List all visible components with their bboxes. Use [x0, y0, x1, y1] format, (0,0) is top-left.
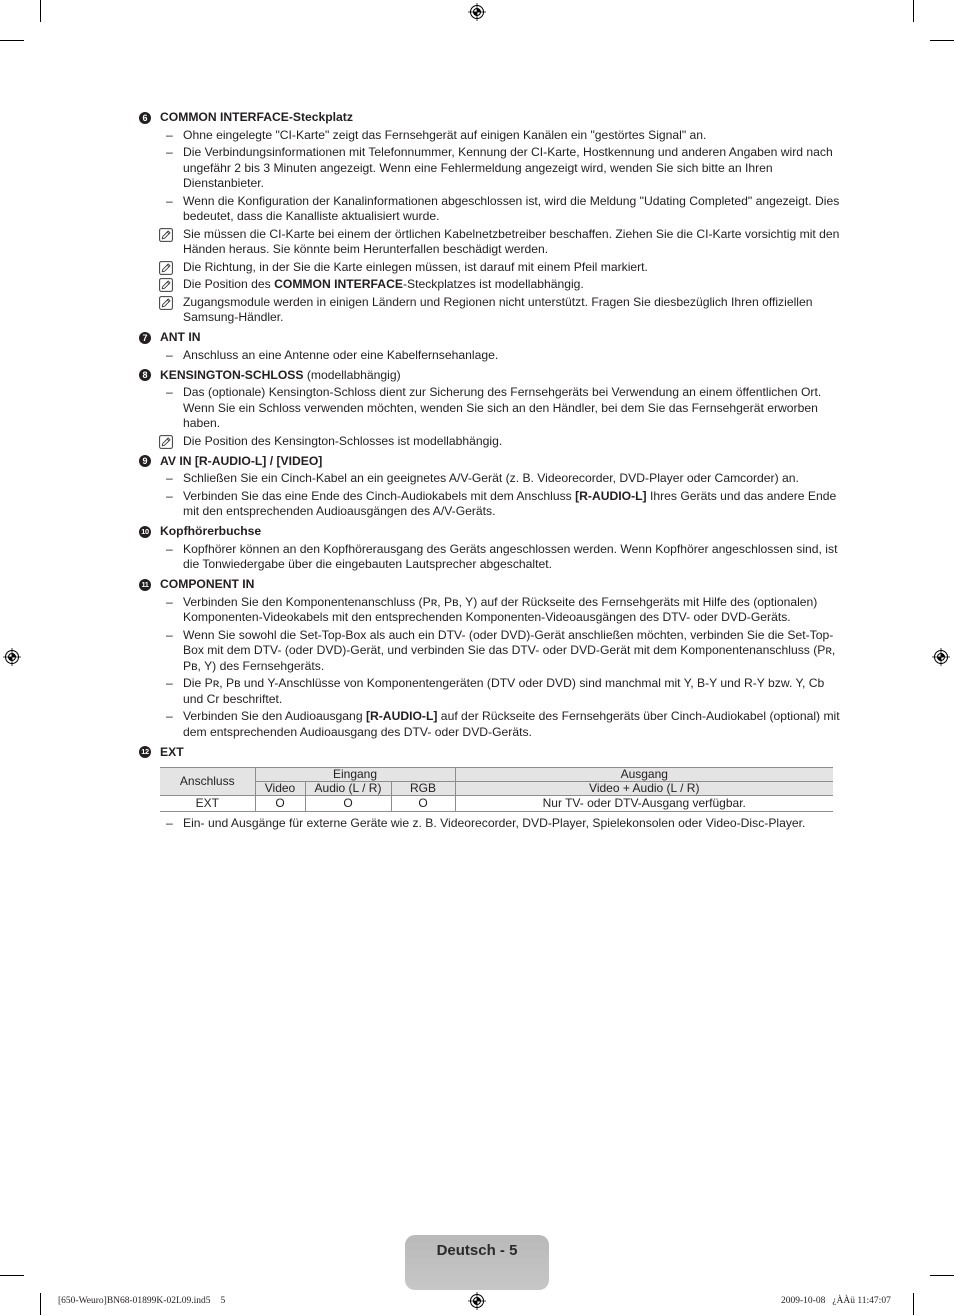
page-number-tab [405, 1235, 549, 1290]
slug-date: 2009-10-08 [781, 1296, 826, 1306]
table-header-row [160, 768, 833, 782]
section-number-badge: 6 [139, 112, 151, 124]
note-text: Sie müssen die CI-Karte bei einem der örtlichen Kabelnetzbetreiber beschaffen. Ziehen Sie die CI-Karte vorsichtig mit den Händen heraus. Sie könnte beim Herunterfallen beschädigt werden. [183, 226, 840, 256]
list-item [139, 628, 844, 675]
section-number-badge: 12 [139, 746, 151, 758]
note-text: Die Position des [183, 277, 275, 291]
dash-marker: – [166, 193, 173, 208]
slug-time: ¿ÀÀü 11:47:07 [832, 1296, 891, 1306]
section-heading [139, 745, 844, 761]
note-item [139, 295, 844, 326]
crop-mark [0, 1275, 24, 1276]
note-icon [159, 228, 173, 242]
item-text: Ein- und Ausgänge für externe Geräte wie z. B. Videorecorder, DVD-Player, Spielekonsolen oder Video-Disc-Player. [183, 816, 806, 830]
item-text: Wenn Sie sowohl die Set-Top-Box als auch ein DTV- (oder DVD)-Gerät anschließen möchten, verbinden Sie die Set-Top-Box mit dem DTV- (oder DVD)-Gerät, und verbinden Sie das DTV- oder DVD-Gerät mit dem Komponentenanschluss (Pʀ, Pʙ, Y) des Fernsehgeräts. [183, 627, 836, 673]
item-text-emphasis: [R-AUDIO-L] [575, 488, 647, 503]
note-text: Die Position des Kensington-Schlosses ist modellabhängig. [183, 433, 503, 448]
cell-ausgang: Nur TV- oder DTV-Ausgang verfügbar. [455, 796, 833, 812]
slug-file: [650-Weuro]BN68-01899K-02L09.ind5 [58, 1296, 211, 1306]
section-heading [139, 577, 844, 593]
item-text: Die Pʀ, Pʙ und Y-Anschlüsse von Komponentengeräten (DTV oder DVD) sind manchmal mit Y, B-Y und R-Y bzw. Y, Cb und Cr beschriftet. [183, 676, 825, 706]
page-label: Deutsch - 5 [436, 1242, 518, 1259]
note-item [139, 260, 844, 276]
section-title: COMMON INTERFACE-Steckplatz [160, 110, 353, 124]
section-title: AV IN [R-AUDIO-L] / [VIDEO] [160, 453, 323, 468]
section-title: Kopfhörerbuchse [160, 524, 262, 538]
section-title: EXT [160, 744, 184, 759]
section-title-suffix: (modellabhängig) [303, 367, 401, 382]
header-eingang: Eingang [255, 768, 455, 782]
list-item [139, 542, 844, 573]
section-title: COMPONENT IN [160, 577, 255, 591]
section-number-badge: 10 [139, 526, 151, 538]
dash-marker: – [166, 816, 173, 830]
dash-marker: – [166, 541, 173, 556]
item-text: Anschluss an eine Antenne oder eine Kabelfernsehanlage. [183, 347, 499, 362]
section-heading [139, 110, 844, 126]
dash-marker: – [166, 127, 173, 142]
note-icon [159, 435, 173, 449]
dash-marker: – [166, 385, 173, 399]
registration-mark-icon [468, 3, 486, 21]
crop-mark [40, 1293, 41, 1315]
section-heading [139, 368, 844, 384]
item-text: Ohne eingelegte "CI-Karte" zeigt das Fernsehgerät auf einigen Kanälen ein "gestörtes Signal" an. [183, 127, 707, 142]
connector-descriptions [139, 110, 844, 832]
list-item [139, 385, 844, 432]
note-text: Die Richtung, in der Sie die Karte einlegen müssen, ist darauf mit einem Pfeil markiert. [183, 259, 648, 274]
crop-mark [913, 1293, 914, 1315]
print-slug-left [58, 1295, 225, 1307]
list-item [139, 489, 844, 520]
dash-marker: – [166, 488, 173, 503]
print-slug-right [781, 1295, 891, 1307]
section-heading [139, 524, 844, 540]
list-item [139, 145, 844, 192]
note-item [139, 277, 844, 293]
note-text: Zugangsmodule werden in einigen Ländern und Regionen nicht unterstützt. Fragen Sie diesbezüglich Ihren offiziellen Samsung-Händler. [183, 294, 813, 324]
table-subheader-row [160, 782, 833, 796]
section-number-badge: 8 [139, 369, 151, 381]
list-item [139, 348, 844, 364]
section-number-badge: 11 [139, 579, 151, 591]
table-row [160, 796, 833, 812]
list-item [139, 676, 844, 707]
cell-video: O [255, 796, 305, 812]
section-heading [139, 454, 844, 470]
dash-marker: – [166, 709, 173, 723]
crop-mark [913, 0, 914, 22]
header-audio: Audio (L / R) [305, 782, 391, 796]
dash-marker: – [166, 594, 173, 609]
crop-mark [930, 1275, 954, 1276]
list-item [139, 194, 844, 225]
dash-marker: – [166, 627, 173, 642]
crop-mark [0, 40, 24, 41]
list-item [139, 471, 844, 487]
header-anschluss: Anschluss [160, 768, 255, 796]
item-text: Wenn die Konfiguration der Kanalinformationen abgeschlossen ist, wird die Meldung "Udating Completed" angezeigt. Dies bedeutet, dass die Kanalliste aktualisiert wurde. [183, 193, 840, 223]
item-text: Die Verbindungsinformationen mit Telefonnummer, Kennung der CI-Karte, Hostkennung und anderen Angaben wird nach ungefähr 2 bis 3 Minuten angezeigt. Wenn eine Fehlermeldung angezeigt wird, wenden Sie sich bitte an Ihren Dienstanbieter. [183, 145, 833, 190]
crop-mark [930, 40, 954, 41]
dash-marker: – [166, 145, 173, 159]
section-title: ANT IN [160, 330, 201, 344]
section-number-badge: 9 [139, 455, 151, 467]
list-item [139, 709, 844, 740]
header-video: Video [255, 782, 305, 796]
note-text: -Steckplatzes ist modellabhängig. [402, 277, 584, 291]
registration-mark-icon [3, 648, 21, 666]
list-item [139, 128, 844, 144]
note-icon [159, 261, 173, 275]
header-rgb: RGB [391, 782, 455, 796]
list-item [139, 595, 844, 626]
item-text: auf der Rückseite des Fernsehgeräts über Cinch-Audiokabel (optional) mit dem entsprechenden Audioausgang des DTV- oder DVD-Geräts. [183, 709, 840, 739]
item-text-emphasis: [R-AUDIO-L] [365, 709, 438, 723]
registration-mark-icon [468, 1292, 486, 1310]
dash-marker: – [166, 471, 173, 485]
item-text: Schließen Sie ein Cinch-Kabel an ein geeignetes A/V-Gerät (z. B. Videorecorder, DVD-Player oder Camcorder) an. [183, 471, 799, 485]
note-text-emphasis: COMMON INTERFACE [274, 277, 403, 291]
item-text: Verbinden Sie den Audioausgang [183, 709, 366, 723]
dash-marker: – [166, 676, 173, 690]
slug-page: 5 [220, 1296, 226, 1306]
cell-audio: O [305, 796, 391, 812]
header-video-audio: Video + Audio (L / R) [455, 782, 833, 796]
crop-mark [40, 0, 41, 22]
note-icon [159, 278, 173, 292]
item-text: Verbinden Sie das eine Ende des Cinch-Audiokabels mit dem Anschluss [183, 488, 576, 503]
cell-rgb: O [391, 796, 455, 812]
item-text: Verbinden Sie den Komponentenanschluss (Pʀ, Pʙ, Y) auf der Rückseite des Fernsehgeräts mit Hilfe des (optionalen) Komponenten-Videokabels mit den entsprechenden Komponenten-Videoausgängen des DTV- oder DVD-Geräts. [183, 594, 818, 624]
list-item [139, 816, 844, 832]
cell-anschluss: EXT [160, 796, 255, 812]
note-icon [159, 296, 173, 310]
dash-marker: – [166, 347, 173, 362]
note-item [139, 227, 844, 258]
section-heading [139, 330, 844, 346]
registration-mark-icon [932, 648, 950, 666]
item-text: Ihres Geräts und das andere Ende mit den entsprechenden Audioausgängen des A/V-Geräts. [183, 488, 837, 518]
ext-connection-table [160, 767, 833, 812]
item-text: Kopfhörer können an den Kopfhörerausgang des Geräts angeschlossen werden. Wenn Kopfhörer angeschlossen sind, ist die Tonwiedergabe über die eingebauten Lautsprecher abgeschaltet. [183, 541, 838, 571]
section-title: KENSINGTON-SCHLOSS [160, 367, 304, 382]
item-text: Das (optionale) Kensington-Schloss dient zur Sicherung des Fernsehgeräts bei Verwendung an einem öffentlichen Ort. Wenn Sie ein Schloss verwenden möchten, wenden Sie sich an den Händler, bei dem Sie das Fernsehgerät erworben haben. [183, 385, 822, 430]
header-ausgang: Ausgang [455, 768, 833, 782]
section-number-badge: 7 [139, 332, 151, 344]
note-item [139, 434, 844, 450]
